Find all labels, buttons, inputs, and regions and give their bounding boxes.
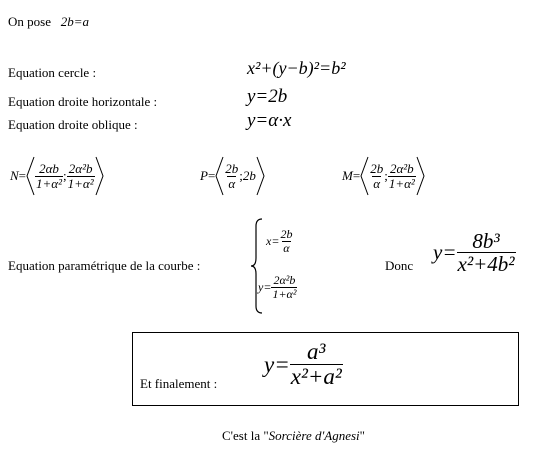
point-p-x-num: 2b [225,160,239,176]
point-n: N = $\frac{2\alpha b}{\text{1+α²}}$ ; $\frac{\text{2α²b}}{\text{1+α²}}$ [10,156,104,196]
point-m-x-den: α [373,175,381,191]
parametric-y-den: 1+α² [272,286,297,301]
intro-relation: 2b=a [60,14,89,29]
point-p-y: 2b [242,168,256,183]
parametric-x-lhs: x= [266,233,280,248]
result-num: 8b³ [472,229,500,253]
parametric-label: Equation paramétrique de la courbe : [8,258,201,273]
footer-curve-name: Sorcière d'Agnesi [268,428,360,443]
left-angle-bracket-icon [26,156,35,196]
parametric-y-num: 2α²b [273,273,296,287]
parametric-x-den: α [283,240,290,255]
intro-line [8,14,89,30]
footer-prefix: C'est la " [222,428,269,443]
oblique-formula: y=α·x [247,110,292,131]
oblique-label: Equation droite oblique : [8,117,138,132]
final-lhs: y= [264,351,290,377]
right-angle-bracket-icon [416,156,425,196]
horizontal-formula: y=2b [247,86,288,107]
point-m-y-den: 1+α² [388,175,415,191]
result-lhs: y= [433,240,457,265]
point-m-y-num: 2α²b [389,160,414,176]
final-num: a³ [307,339,326,364]
final-formula [264,340,343,389]
point-n-y-num: 2α²b [68,160,93,176]
parametric-x [266,228,293,254]
right-angle-bracket-icon [256,156,265,196]
point-p: P = $\frac{2b}{\alpha}$ ; 2b [200,156,265,196]
donc-label: Donc [385,258,414,273]
final-den: x²+a² [290,364,342,390]
footer-suffix: " [359,428,365,443]
parametric-y [258,274,297,300]
horizontal-label: Equation droite horizontale : [8,94,158,109]
point-p-name: P [200,168,208,183]
final-label: Et finalement : [140,376,218,391]
parametric-y-lhs: y= [258,279,272,294]
result-formula [433,230,516,275]
circle-formula: x²+(y−b)²=b² [247,58,346,78]
parametric-x-num: 2b [280,227,293,241]
point-m-name: M [342,168,353,183]
left-angle-bracket-icon [215,156,224,196]
point-n-x-num: 2αb [39,160,59,176]
point-n-y-den: 1+α² [67,175,94,191]
result-den: x²+4b² [457,252,515,277]
point-m: M = $\frac{2b}{\alpha}$ ; $\frac{\text{2α²b}}{\text{1+α²}}$ [342,156,425,196]
right-angle-bracket-icon [95,156,104,196]
circle-label: Equation cercle : [8,65,97,80]
point-p-x-den: α [228,175,236,191]
point-m-x-num: 2b [370,160,384,176]
left-angle-bracket-icon [360,156,369,196]
footer-line [222,428,365,444]
point-n-x-den: 1+α² [36,175,63,191]
intro-prefix: On pose [8,14,51,29]
point-n-name: N [10,168,19,183]
